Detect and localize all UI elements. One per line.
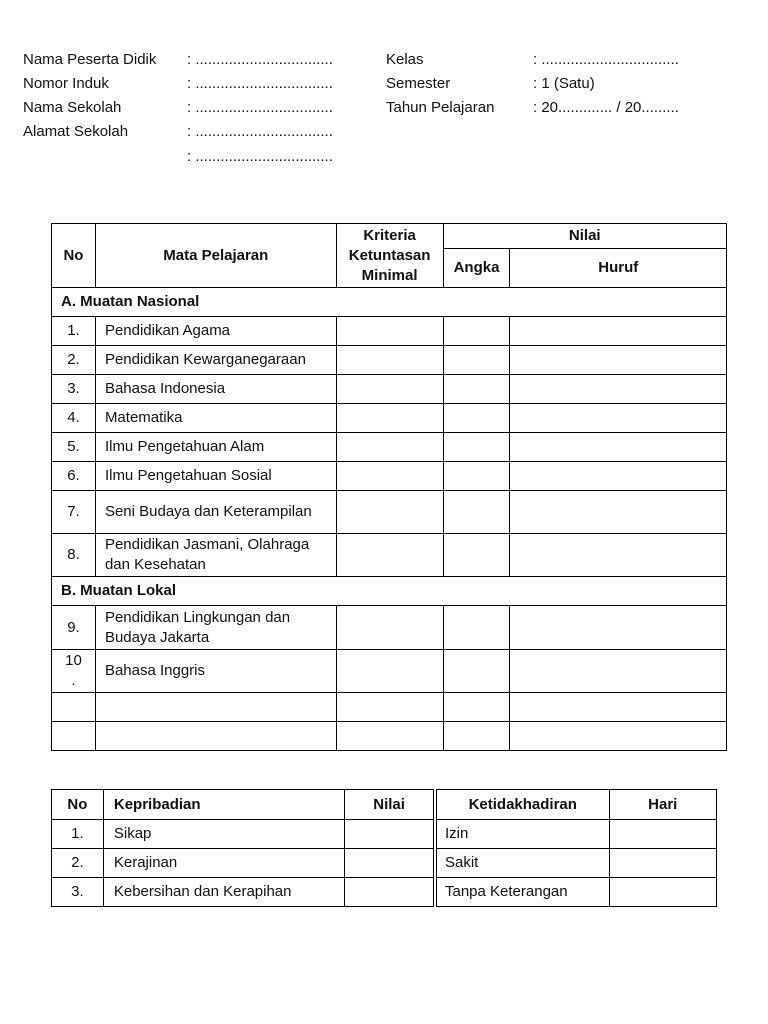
kkm-cell[interactable] — [336, 693, 443, 722]
col-header-nilai: Nilai — [443, 224, 726, 249]
hari-cell[interactable] — [609, 878, 716, 907]
subject-name[interactable] — [95, 693, 336, 722]
label-school-address: Alamat Sekolah — [23, 123, 129, 140]
subject-name: Bahasa Inggris — [95, 650, 336, 693]
absence-item: Tanpa Keterangan — [437, 878, 610, 907]
huruf-cell[interactable] — [510, 534, 727, 577]
student-info-header — [0, 0, 768, 180]
col-header-angka: Angka — [443, 249, 510, 288]
table-row — [437, 849, 717, 878]
huruf-cell[interactable] — [510, 404, 727, 433]
field-school-address[interactable]: : ................................. — [187, 123, 333, 140]
col-header-no: No — [52, 224, 96, 288]
row-no: 2. — [52, 346, 96, 375]
table-row — [52, 534, 727, 577]
field-student-name[interactable]: : ................................. — [187, 51, 333, 68]
label-school-year: Tahun Pelajaran — [386, 99, 495, 116]
angka-cell[interactable] — [443, 433, 510, 462]
angka-cell[interactable] — [443, 404, 510, 433]
subject-name: Pendidikan Lingkungan dan Budaya Jakarta — [95, 606, 336, 650]
col-header-hari: Hari — [609, 790, 716, 820]
angka-cell[interactable] — [443, 462, 510, 491]
field-school-address-2[interactable]: : ................................. — [187, 148, 333, 165]
huruf-cell[interactable] — [510, 606, 727, 650]
table-row — [437, 878, 717, 907]
subject-name: Pendidikan Kewarganegaraan — [95, 346, 336, 375]
subject-name: Matematika — [95, 404, 336, 433]
nilai-cell[interactable] — [345, 849, 434, 878]
hari-cell[interactable] — [609, 849, 716, 878]
kkm-cell[interactable] — [336, 375, 443, 404]
field-school-year[interactable]: : 20............. / 20......... — [533, 99, 679, 116]
huruf-cell[interactable] — [510, 346, 727, 375]
nilai-cell[interactable] — [345, 820, 434, 849]
field-class[interactable]: : ................................. — [533, 51, 679, 68]
huruf-cell[interactable] — [510, 433, 727, 462]
table-row — [52, 849, 434, 878]
subject-name: Ilmu Pengetahuan Alam — [95, 433, 336, 462]
table-row — [52, 346, 727, 375]
table-row — [52, 317, 727, 346]
kkm-cell[interactable] — [336, 404, 443, 433]
kkm-line-3: Minimal — [361, 266, 418, 284]
huruf-cell[interactable] — [510, 375, 727, 404]
nilai-cell[interactable] — [345, 878, 434, 907]
huruf-cell[interactable] — [510, 491, 727, 534]
absence-item: Sakit — [437, 849, 610, 878]
col-header-huruf: Huruf — [510, 249, 727, 288]
row-no: 5. — [52, 433, 96, 462]
table-row — [52, 606, 727, 650]
col-header-ketidakhadiran: Ketidakhadiran — [437, 790, 610, 820]
kkm-cell[interactable] — [336, 433, 443, 462]
table-row-empty — [52, 722, 727, 751]
angka-cell[interactable] — [443, 346, 510, 375]
row-no: 2. — [52, 849, 104, 878]
row-no: 3. — [52, 375, 96, 404]
personality-item: Kebersihan dan Kerapihan — [103, 878, 344, 907]
row-no[interactable] — [52, 722, 96, 751]
row-no: 1. — [52, 317, 96, 346]
grades-table — [51, 223, 727, 751]
table-row — [52, 462, 727, 491]
huruf-cell[interactable] — [510, 317, 727, 346]
row-no: 9. — [52, 606, 96, 650]
subject-name: Bahasa Indonesia — [95, 375, 336, 404]
angka-cell[interactable] — [443, 534, 510, 577]
absence-item: Izin — [437, 820, 610, 849]
label-student-name: Nama Peserta Didik — [23, 51, 157, 68]
row-no[interactable] — [52, 693, 96, 722]
row-no: 4. — [52, 404, 96, 433]
section-muatan-nasional: A. Muatan Nasional — [52, 288, 727, 317]
row-no: 6. — [52, 462, 96, 491]
row-no: 8. — [52, 534, 96, 577]
personality-table — [51, 789, 434, 907]
kkm-cell[interactable] — [336, 491, 443, 534]
kkm-cell[interactable] — [336, 606, 443, 650]
col-header-kkm — [336, 224, 443, 288]
col-header-kepribadian: Kepribadian — [103, 790, 344, 820]
angka-cell[interactable] — [443, 317, 510, 346]
angka-cell[interactable] — [443, 693, 510, 722]
kkm-cell[interactable] — [336, 534, 443, 577]
col-header-nilai: Nilai — [345, 790, 434, 820]
field-student-number[interactable]: : ................................. — [187, 75, 333, 92]
col-header-no: No — [52, 790, 104, 820]
absence-table — [436, 789, 717, 907]
huruf-cell[interactable] — [510, 722, 727, 751]
huruf-cell[interactable] — [510, 650, 727, 693]
subject-name: Seni Budaya dan Keterampilan — [95, 491, 336, 534]
angka-cell[interactable] — [443, 375, 510, 404]
personality-item: Sikap — [103, 820, 344, 849]
table-row — [52, 375, 727, 404]
kkm-cell[interactable] — [336, 650, 443, 693]
kkm-cell[interactable] — [336, 317, 443, 346]
personality-item: Kerajinan — [103, 849, 344, 878]
label-semester: Semester — [386, 75, 451, 92]
angka-cell[interactable] — [443, 606, 510, 650]
table-row — [437, 820, 717, 849]
table-row — [52, 404, 727, 433]
row-no: 3. — [52, 878, 104, 907]
field-semester[interactable]: : 1 (Satu) — [533, 75, 595, 92]
subject-name: Pendidikan Agama — [95, 317, 336, 346]
section-muatan-lokal: B. Muatan Lokal — [52, 577, 727, 606]
row-no: 10 . — [52, 650, 96, 693]
hari-cell[interactable] — [609, 820, 716, 849]
label-class: Kelas — [386, 51, 424, 68]
col-header-subject: Mata Pelajaran — [95, 224, 336, 288]
table-row — [52, 433, 727, 462]
angka-cell[interactable] — [443, 650, 510, 693]
angka-cell[interactable] — [443, 491, 510, 534]
huruf-cell[interactable] — [510, 462, 727, 491]
table-row — [52, 878, 434, 907]
field-school-name[interactable]: : ................................. — [187, 99, 333, 116]
subject-name[interactable] — [95, 722, 336, 751]
row-no: 1. — [52, 820, 104, 849]
table-row — [52, 491, 727, 534]
kkm-cell[interactable] — [336, 722, 443, 751]
subject-name: Pendidikan Jasmani, Olahraga dan Kesehatan — [95, 534, 336, 577]
row-no: 7. — [52, 491, 96, 534]
subject-name: Ilmu Pengetahuan Sosial — [95, 462, 336, 491]
angka-cell[interactable] — [443, 722, 510, 751]
table-row-empty — [52, 693, 727, 722]
kkm-line-1: Kriteria — [363, 226, 416, 244]
kkm-cell[interactable] — [336, 346, 443, 375]
huruf-cell[interactable] — [510, 693, 727, 722]
label-school-name: Nama Sekolah — [23, 99, 122, 116]
label-student-number: Nomor Induk — [23, 75, 109, 92]
kkm-cell[interactable] — [336, 462, 443, 491]
kkm-line-2: Ketuntasan — [348, 246, 431, 264]
table-row — [52, 820, 434, 849]
table-row — [52, 650, 727, 693]
